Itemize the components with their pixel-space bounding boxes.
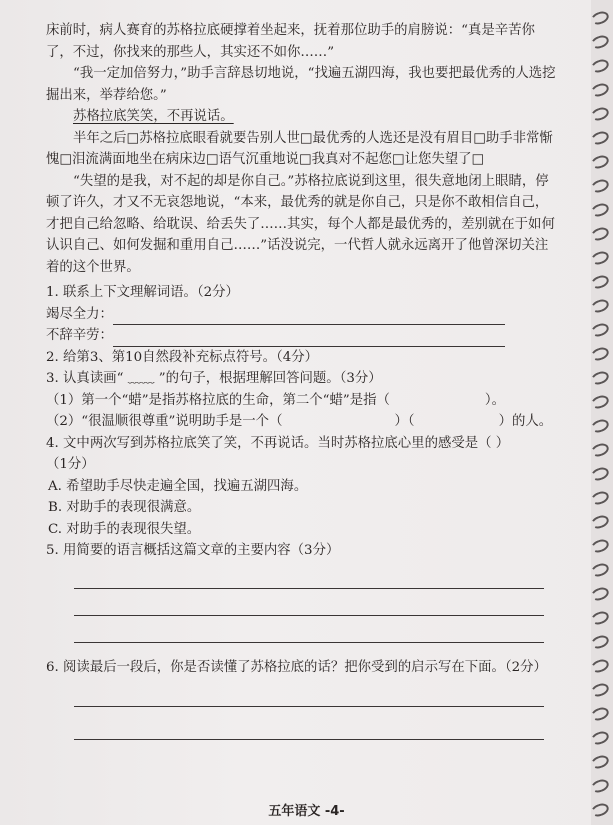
spiral-ring: [589, 417, 610, 434]
passage-paragraph-5: “失望的是我，对不起的却是你自己。”苏格拉底说到这里，很失意地闭上眼睛，停顿了许久，才又不无哀怨地说，“本来，最优秀的就是你自己，只是你不敢相信自己，才把自己给忽略、给耽误、给丢失了……其实，每个人都是最优秀的，差别就在于如何认识自己、如何发掘和重用自己……”话没说完，一代哲人就永远离开了他曾深切关注着的这个世界。: [46, 173, 555, 275]
q3a-text: （1）第一个“蜡”是指苏格拉底的生命，第二个“蜡”是指（: [46, 392, 390, 408]
q1a-label: 竭尽全力：: [46, 306, 113, 322]
spiral-ring: [589, 33, 610, 50]
question-5: 5. 用简要的语言概括这篇文章的主要内容（3分）: [46, 543, 340, 558]
q3b-close: ）的人。: [498, 414, 553, 429]
question-3: 3. 认真读画“ ﹏﹏ ”的句子，根据理解回答问题。（3分）: [46, 371, 382, 386]
spiral-ring: [589, 441, 610, 458]
spiral-ring: [589, 777, 610, 794]
spiral-ring: [589, 81, 610, 98]
passage-paragraph-3: [46, 106, 556, 128]
spiral-ring: [589, 489, 610, 506]
question-3a: [46, 390, 556, 412]
q3b-text: （2）“很温顺很尊重”说明助手是一个（: [46, 414, 283, 429]
spiral-ring: [589, 537, 610, 554]
q6-answer-line-2[interactable]: [74, 719, 544, 740]
q4-option-c[interactable]: C. 对助手的表现很失望。: [48, 521, 201, 537]
spiral-ring: [589, 393, 610, 410]
q5-answer-line-3[interactable]: [74, 622, 544, 643]
spiral-ring: [589, 657, 610, 674]
passage-paragraph-1: 床前时，病人赛育的苏格拉底硬撑着坐起来，抚着那位助手的肩膀说：“真是辛苦你了，不过，你找来的那些人，其实还不如你……”: [46, 23, 535, 60]
q5-answer-line-2[interactable]: [74, 595, 544, 616]
spiral-ring: [589, 345, 610, 362]
exam-content: [46, 20, 556, 740]
spiral-ring: [589, 561, 610, 578]
question-4: 4. 文中两次写到苏格拉底笑了笑，不再说话。当时苏格拉底心里的感受是（ ）: [46, 435, 510, 451]
underlined-sentence: 苏格拉底笑笑，不再说话。: [73, 109, 234, 124]
spiral-ring: [589, 9, 610, 26]
spiral-ring: [589, 705, 610, 722]
question-1a: [46, 304, 556, 326]
spiral-ring: [589, 273, 610, 290]
spiral-ring: [589, 57, 610, 74]
spiral-ring: [589, 225, 610, 242]
q5-answer-line-1[interactable]: [74, 568, 544, 589]
question-6: 6. 阅读最后一段后，你是否读懂了苏格拉底的话？把你受到的启示写在下面。（2分）: [46, 659, 547, 675]
spiral-ring: [589, 201, 610, 218]
spiral-ring: [589, 321, 610, 338]
spiral-ring: [589, 249, 610, 266]
spiral-ring: [589, 609, 610, 626]
spiral-ring: [589, 753, 610, 770]
spiral-ring: [589, 369, 610, 386]
q4-option-b[interactable]: B. 对助手的表现很满意。: [48, 500, 201, 515]
spiral-ring: [589, 729, 610, 746]
q4-option-a[interactable]: A. 希望助手尽快走遍全国，找遍五湖四海。: [48, 478, 308, 494]
question-1: 1. 联系上下文理解词语。（2分）: [46, 285, 239, 300]
passage-paragraph-4: 半年之后□苏格拉底眼看就要告别人世□最优秀的人选还是没有眉目□助手非常惭愧□泪流满面地坐在病床边□语气沉重地说□我真对不起您□让您失望了□: [46, 130, 553, 167]
q6-answer-line-1[interactable]: [74, 686, 544, 707]
spiral-ring: [589, 129, 610, 146]
spiral-ring: [589, 585, 610, 602]
page-footer: 五年语文 -4-: [268, 804, 345, 819]
question-3b: [46, 411, 556, 433]
spiral-binding: [591, 0, 613, 825]
spiral-ring: [589, 681, 610, 698]
question-2: 2. 给第3、第10自然段补充标点符号。（4分）: [46, 349, 319, 365]
passage-paragraph-2: “我一定加倍努力，”助手言辞恳切地说，“找遍五湖四海，我也要把最优秀的人选挖掘出来，举荐给您。”: [46, 66, 556, 103]
spiral-ring: [589, 153, 610, 170]
spiral-ring: [589, 177, 610, 194]
spiral-ring: [589, 105, 610, 122]
spiral-ring: [589, 513, 610, 530]
q3b-mid: ）（: [394, 414, 415, 429]
q1b-label: 不辞辛劳：: [46, 328, 113, 343]
spiral-ring: [589, 297, 610, 314]
question-1b: [46, 325, 556, 347]
spiral-ring: [589, 633, 610, 650]
question-4-score: （1分）: [46, 457, 95, 472]
q1a-answer-line[interactable]: [113, 310, 505, 325]
q1b-answer-line[interactable]: [113, 332, 505, 347]
spiral-ring: [589, 465, 610, 482]
q3a-close: ）。: [484, 392, 505, 408]
